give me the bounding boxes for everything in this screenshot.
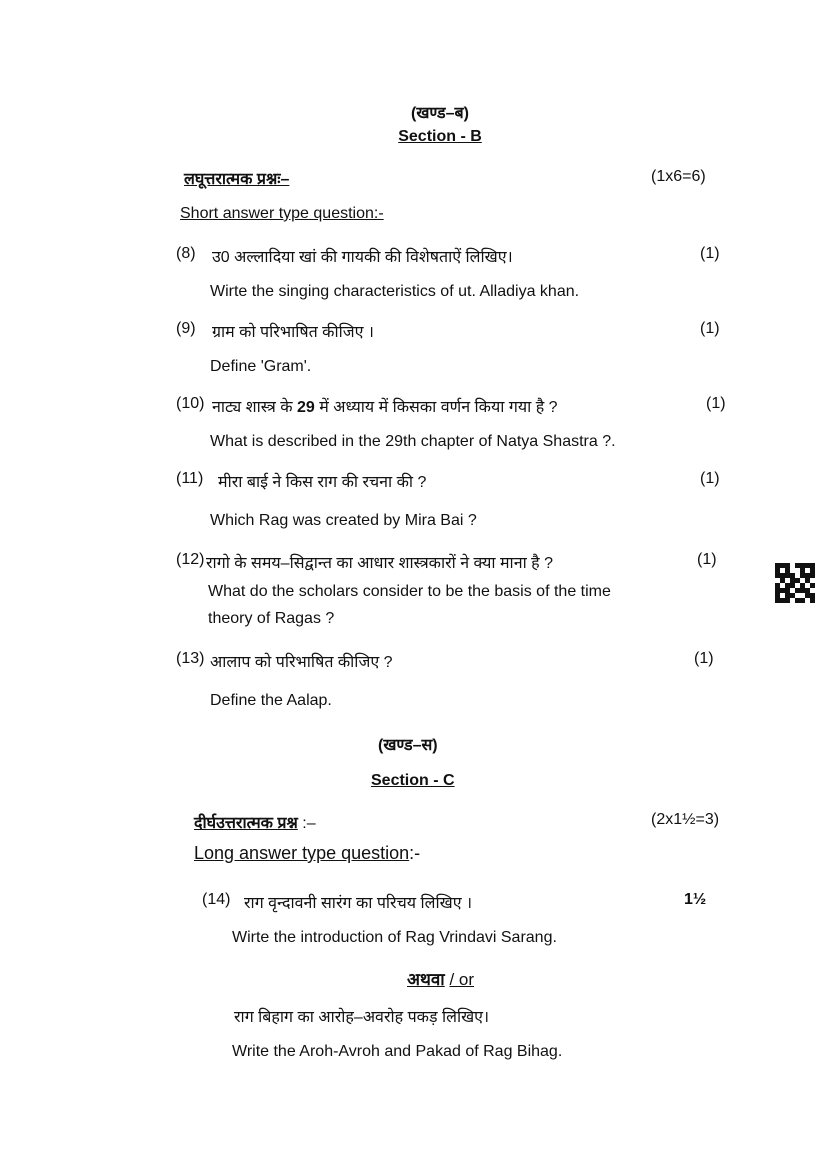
qr-code bbox=[775, 563, 815, 603]
short-answer-label: Short answer type question:- bbox=[180, 205, 384, 222]
question-marks: (1) bbox=[706, 395, 726, 412]
question-text-hindi: ग्राम को परिभाषित कीजिए । bbox=[212, 324, 374, 341]
question-number: (9) bbox=[176, 320, 196, 337]
question-number: (14) bbox=[202, 891, 231, 908]
question-marks: (1) bbox=[700, 320, 720, 337]
question-text-english: Define the Aalap. bbox=[210, 692, 332, 709]
question-text-english: Which Rag was created by Mira Bai ? bbox=[210, 512, 477, 529]
alternate-question-english: Write the Aroh-Avroh and Pakad of Rag Bihag. bbox=[232, 1043, 563, 1060]
question-text-hindi: रागो के समय–सिद्वान्त का आधार शास्त्रकारों ने क्या माना है ? bbox=[206, 555, 554, 572]
section-b-heading-hindi: (खण्ड–ब) bbox=[411, 105, 469, 122]
question-text-hindi: उ0 अल्लादिया खां की गायकी की विशेषताऐं लिखिए। bbox=[212, 249, 513, 266]
long-answer-label-hindi: दीर्घउत्तरात्मक प्रश्न :– bbox=[194, 815, 316, 832]
question-marks: 1½ bbox=[684, 891, 707, 908]
long-answer-label: Long answer type question:- bbox=[194, 843, 421, 863]
question-text-english: What do the scholars consider to be the basis of the time bbox=[208, 583, 611, 600]
question-text-english: Wirte the singing characteristics of ut. Alladiya khan. bbox=[210, 283, 580, 300]
question-number: (10) bbox=[176, 395, 205, 412]
question-number: (8) bbox=[176, 245, 196, 262]
question-marks: (1) bbox=[700, 245, 720, 262]
section-b-marks: (1x6=6) bbox=[651, 168, 706, 185]
question-marks: (1) bbox=[700, 470, 720, 487]
short-answer-label-hindi: लघूत्तरात्मक प्रश्नः– bbox=[184, 171, 290, 188]
question-text-hindi: राग वृन्दावनी सारंग का परिचय लिखिए । bbox=[244, 895, 473, 912]
section-c-heading: Section - C bbox=[371, 772, 455, 789]
question-text-hindi: मीरा बाई ने किस राग की रचना की ? bbox=[218, 474, 427, 491]
question-number: (12) bbox=[176, 551, 205, 568]
question-text-hindi: आलाप को परिभाषित कीजिए ? bbox=[210, 654, 393, 671]
question-text-english: Wirte the introduction of Rag Vrindavi Sarang. bbox=[232, 929, 557, 946]
or-separator: अथवा / or bbox=[407, 970, 475, 989]
section-c-heading-hindi: (खण्ड–स) bbox=[378, 737, 438, 754]
section-b-heading: Section - B bbox=[398, 128, 482, 145]
question-marks: (1) bbox=[694, 650, 714, 667]
question-text-english: What is described in the 29th chapter of Natya Shastra ?. bbox=[210, 433, 616, 450]
question-marks: (1) bbox=[697, 551, 717, 568]
question-text-english: Define 'Gram'. bbox=[210, 358, 312, 375]
question-text-english: theory of Ragas ? bbox=[208, 610, 335, 627]
alternate-question-hindi: राग बिहाग का आरोह–अवरोह पकड़ लिखिए। bbox=[234, 1009, 490, 1026]
question-text-hindi: नाट्य शास्त्र के 29 में अध्याय में किसका वर्णन किया गया है ? bbox=[212, 399, 558, 416]
question-number: (11) bbox=[176, 470, 204, 487]
section-c-marks: (2x1½=3) bbox=[651, 811, 720, 828]
question-number: (13) bbox=[176, 650, 205, 667]
